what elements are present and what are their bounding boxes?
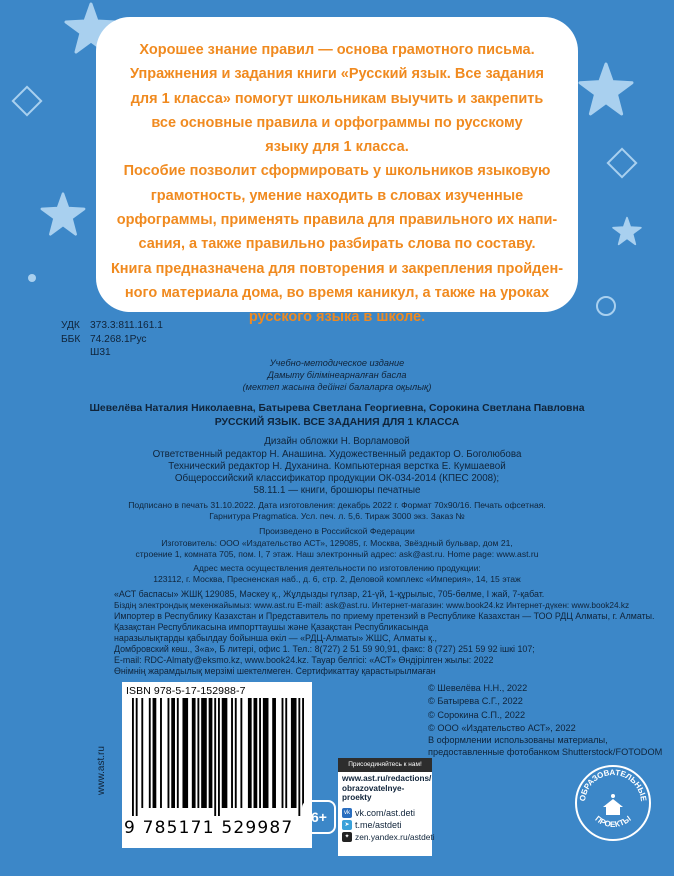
barcode-bar — [168, 698, 170, 808]
classification-codes — [61, 319, 163, 360]
star-decoration-left — [40, 192, 86, 236]
svg-text:ПРОЕКТЫ: ПРОЕКТЫ — [593, 814, 633, 830]
barcode-bar — [141, 698, 143, 808]
isbn-barcode — [122, 682, 312, 848]
manufacturer-2: строение 1, комната 705, пом. I, 7 этаж. Наш электронный адрес: ask@ast.ru. Home page: www.ast.ru — [135, 549, 539, 559]
edition-type: Учебно-методическое издание — [269, 358, 405, 368]
kz-line: наразылықтарды қабылдау бойынша өкіл — «РДЦ-Алматы» ЖШС, Алматы қ., — [114, 633, 437, 643]
kz-line: Импортер в Республику Казахстан и Представитель по приему претензий в Республике Казахстан — ТОО РДЦ Алматы, г. Алматы. — [114, 611, 655, 621]
bbk-label: ББК — [61, 333, 81, 345]
photo-credit-line-1: В оформлении использованы материалы, — [428, 735, 608, 745]
social-url-1[interactable]: www.ast.ru/redactions/ — [342, 774, 432, 783]
ring-decoration-right — [596, 296, 616, 316]
telegram-icon: ➤ — [342, 820, 352, 830]
zen-icon: ✦ — [342, 832, 352, 842]
editors: Ответственный редактор Н. Анашина. Художественный редактор О. Боголюбова — [152, 449, 522, 460]
social-link-vk[interactable] — [338, 807, 432, 819]
barcode-bar — [285, 698, 287, 808]
tech-editor: Технический редактор Н. Духанина. Компьютерная верстка Е. Кумшаевой — [168, 461, 506, 472]
barcode-bar — [192, 698, 196, 808]
barcode-bar — [182, 698, 188, 808]
authors: Шевелёва Наталия Николаевна, Батырева Светлана Георгиевна, Сорокина Светлана Павловна — [89, 403, 585, 414]
star-decoration-bottom-right — [612, 216, 642, 246]
copyright-line: © ООО «Издательство АСТ», 2022 — [428, 723, 576, 734]
annotation-line: орфограммы, применять правила для правильного их напи- — [116, 212, 558, 229]
annotation-line: Пособие позволит сформировать у школьников языковую — [123, 163, 551, 180]
copyright-line: © Батырева С.Г., 2022 — [428, 696, 523, 707]
edition-type-kz: Дамыту бiлiмiнеарналған басла — [267, 370, 407, 380]
social-links-box — [338, 758, 435, 856]
copyright-line: © Шевелёва Н.Н., 2022 — [428, 683, 528, 693]
bbk-value: 74.268.1Рус — [90, 333, 147, 345]
barcode-bar — [272, 698, 276, 808]
star-decoration-right — [578, 62, 634, 116]
barcode-bar — [235, 698, 237, 808]
annotation-line: Упражнения и задания книги «Русский язык. Все задания — [130, 66, 544, 83]
dot-decoration-left — [28, 274, 36, 282]
barcode-bar — [197, 698, 199, 808]
address-1: Адрес места осуществления деятельности по изготовлению продукции: — [193, 563, 481, 573]
barcode-bar — [254, 698, 258, 808]
kz-line: «АСТ баспасы» ЖШҚ 129085, Мәскеу қ., Жұлдызды гүлзар, 21-үй, 1-құрылыс, 705-бөлме, I жай, 7-қабат. — [114, 589, 545, 599]
svg-text:ОБРАЗОВАТЕЛЬНЫЕ: ОБРАЗОВАТЕЛЬНЫЕ — [577, 767, 649, 802]
barcode-bar — [209, 698, 213, 808]
vk-icon: vk — [344, 809, 350, 816]
diamond-decoration-right — [606, 147, 637, 178]
kz-line: Біздің электрондық мекенжайымыз: www.ast.ru E-mail: ask@ast.ru. Интернет-магазин: www.book24.kz Интернет-дүкен: www.book24.kz — [114, 600, 630, 610]
classifier-line-1: Общероссийский классификатор продукции ОК-034-2014 (КПЕС 2008); — [174, 473, 500, 484]
address-2: 123112, г. Москва, Пресненская наб., д. 6, стр. 2, Деловой комплекс «Империя», 14, 15 этаж — [153, 574, 521, 584]
annotation-line: грамотность, умение находить в словах изученные — [150, 187, 524, 204]
barcode-bar — [177, 698, 179, 808]
social-link-telegram-label: t.me/astdeti — [355, 819, 402, 830]
barcode-bar — [218, 698, 220, 816]
print-details-1: Подписано в печать 31.10.2022. Дата изготовления: декабрь 2022 г. Формат 70x90/16. Печать офсетная. — [128, 500, 546, 510]
website-vertical: www.ast.ru — [96, 746, 107, 795]
barcode-bar — [153, 698, 157, 808]
annotation-line: для 1 класса» помогут школьникам выучить и закрепить — [130, 90, 544, 107]
barcode-bar — [291, 698, 297, 808]
diamond-decoration-left — [11, 85, 42, 116]
social-header: Присоединяйтесь к нам! — [338, 758, 432, 772]
edition-age-kz: (мектеп жасына дейiнгi балаларға оқылық) — [242, 382, 432, 392]
kz-line: Өнімнің жарамдылық мерзімі шектелмеген. Сертификаттау қарастырылмаған — [114, 666, 436, 676]
social-link-telegram[interactable] — [338, 819, 432, 831]
barcode-bar — [160, 698, 162, 808]
barcode-bar — [214, 698, 216, 816]
udk-value: 373.3:811.161.1 — [90, 320, 163, 331]
barcode-bar — [248, 698, 252, 808]
kz-line: E-mail: RDC-Almaty@eksmo.kz, www.book24.kz. Тауар белгісі: «АСТ» Өндірілген жылы: 2022 — [114, 655, 494, 665]
barcode-bar — [231, 698, 233, 808]
barcode-bar — [132, 698, 134, 816]
print-details-2: Гарнитура Pragmatica. Усл. печ. л. 5,6. Тираж 3000 экз. Заказ № — [209, 511, 465, 521]
social-link-zen[interactable] — [338, 831, 435, 843]
photo-credit — [428, 734, 662, 758]
barcode-bar — [171, 698, 175, 808]
website-vertical-wrap — [96, 712, 112, 842]
book-title: РУССКИЙ ЯЗЫК. ВСЕ ЗАДАНИЯ ДЛЯ 1 КЛАССА — [214, 417, 460, 428]
classifier-line-2: 58.11.1 — книги, брошюры печатные — [253, 485, 421, 496]
kz-line: Қазақстан Республикасына импорттаушы және Қазақстан Республикасында — [114, 622, 429, 632]
author-mark: Ш31 — [90, 347, 111, 358]
manufacturer-1: Изготовитель: ООО «Издательство АСТ», 129085, г. Москва, Звёздный бульвар, дом 21, — [161, 538, 513, 548]
kz-line: Домбровский көш., 3«а», Б литері, офис 1. Тел.: 8(727) 2 51 59 90,91, факс: 8 (727) 251 59 92 ішкі 107; — [114, 644, 535, 654]
copyright-block — [428, 682, 576, 736]
barcode-bar — [136, 698, 138, 816]
barcode-bar — [302, 698, 304, 816]
annotation-line: языку для 1 класса. — [265, 139, 409, 156]
barcode-bar — [298, 698, 300, 816]
social-url-2[interactable]: obrazovatelnye-proekty — [342, 783, 405, 802]
educational-projects-logo — [573, 763, 653, 843]
isbn-label: ISBN 978-5-17-152988-7 — [126, 685, 246, 697]
age-rating-badge: 6+ — [302, 800, 336, 834]
annotation-line: русского языка в школе. — [248, 309, 426, 326]
barcode-bars — [132, 698, 304, 816]
annotation-line: Книга предназначена для повторения и закрепления пройден- — [110, 260, 564, 277]
ean-digits: 9 785171 529987 — [124, 818, 294, 838]
udk-label: УДК — [61, 320, 80, 331]
barcode-bar — [240, 698, 242, 808]
barcode-bar — [201, 698, 207, 808]
photo-credit-line-2: предоставленные фотобанком Shutterstock/FOTODOM — [428, 747, 663, 758]
cover-design: Дизайн обложки Н. Ворламовой — [264, 436, 410, 447]
annotation-line: ного материала дома, во время каникул, а также на уроках — [124, 284, 550, 301]
barcode-bar — [222, 698, 228, 808]
copyright-line: © Сорокина С.П., 2022 — [428, 709, 526, 720]
annotation-line: сания, а также правильно разбирать слова по составу. — [138, 236, 536, 253]
annotation-line: Хорошее знание правил — основа грамотного письма. — [139, 42, 535, 58]
barcode-bar — [149, 698, 151, 808]
barcode-bar — [263, 698, 269, 808]
social-link-zen-label: zen.yandex.ru/astdeti — [355, 831, 435, 842]
made-in: Произведено в Российской Федерации — [259, 526, 415, 536]
barcode-bar — [282, 698, 284, 808]
annotation-line: все основные правила и орфограммы по русскому — [151, 114, 523, 131]
barcode-bar — [259, 698, 261, 808]
social-link-vk-label: vk.com/ast.deti — [355, 807, 416, 818]
